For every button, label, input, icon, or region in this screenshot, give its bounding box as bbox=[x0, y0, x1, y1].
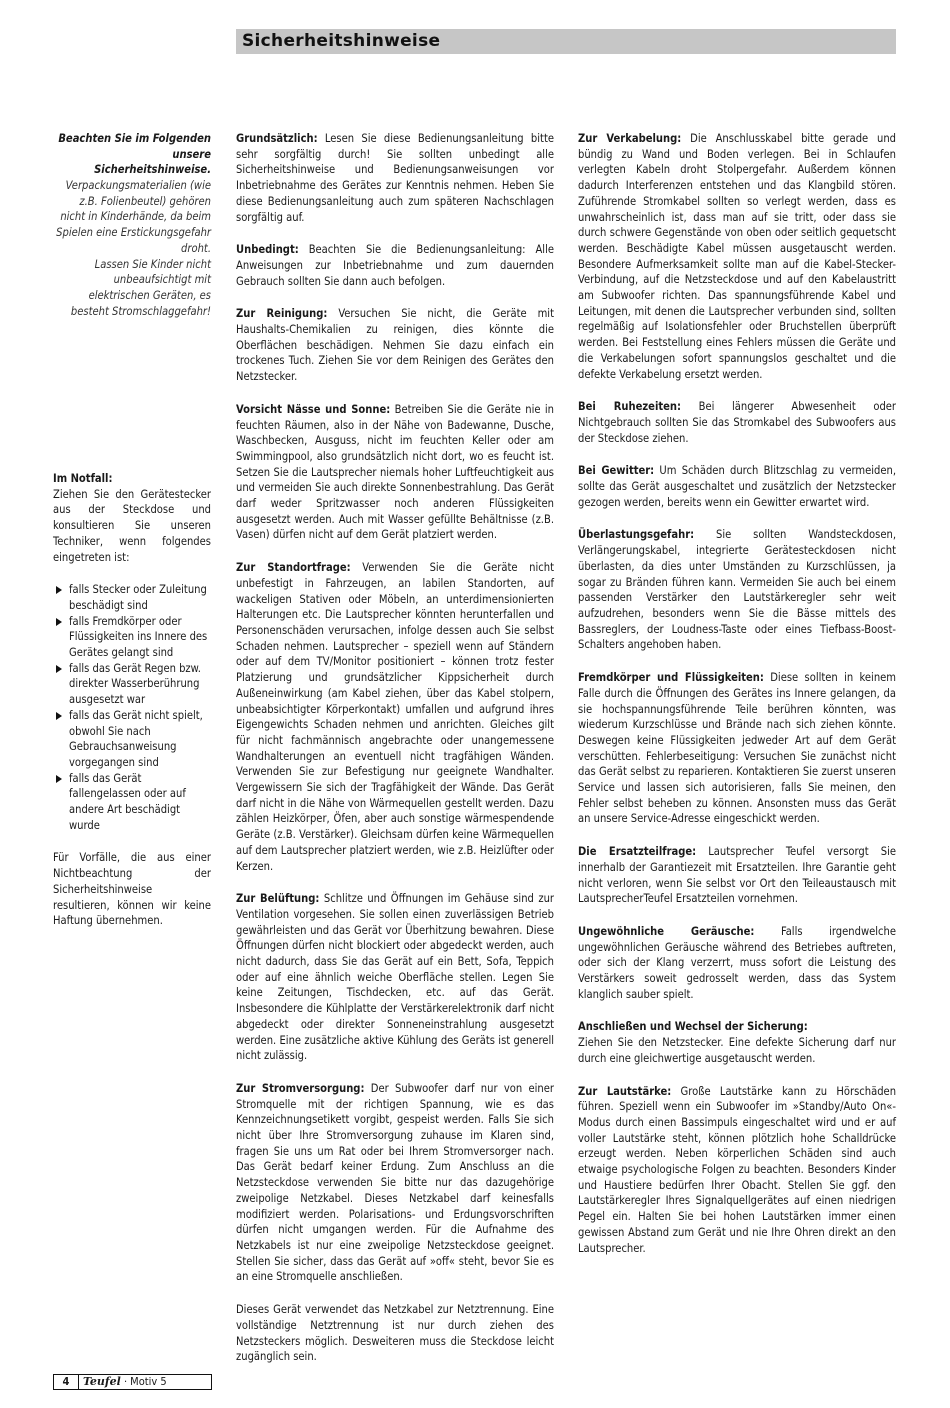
section-title: Zur Reinigung: bbox=[236, 307, 328, 321]
section-fremdkoerper bbox=[578, 670, 896, 827]
section-ueberlastung bbox=[578, 527, 896, 653]
section-title: Zur Belüftung: bbox=[236, 892, 320, 906]
section-title: Bei Gewitter: bbox=[578, 464, 655, 478]
section-title: Überlastungsgefahr: bbox=[578, 528, 695, 542]
section-verkabelung bbox=[578, 131, 896, 382]
section-title: Zur Verkabelung: bbox=[578, 132, 682, 145]
section-gewitter bbox=[578, 463, 896, 510]
section-text: Schlitze und Öffnungen im Gehäuse sind zur Ventilation vorgesehen. Sie sollen einen zuverlässigen Betrieb gewährleisten und das Gerät vor Überhitzung bewahren. Diese Öffnungen dürfen nicht blockiert oder abgedeckt werden, auch nicht dadurch, dass Sie das Gerät auf ein Bett, Sofa, Teppich oder auf eine ähnlich weiche Oberfläche stellen. Legen Sie keine Zeitungen, Tischdecken, etc. auf das Gerät. Insbesondere die Kühlplatte der Verstärkerelektronik darf nicht abgedeckt oder direkter Sonneneinstrahlung ausgesetzt werden. Eine zusätzliche aktive Kühlung des Geräts ist generell nicht zulässig. bbox=[236, 892, 554, 1063]
list-item-text: falls Stecker oder Zuleitung beschädigt sind bbox=[69, 583, 207, 612]
section-lautstaerke bbox=[578, 1084, 896, 1257]
section-netztrennung bbox=[236, 1302, 554, 1365]
section-geraeusche bbox=[578, 924, 896, 1003]
list-item-text: falls das Gerät nicht spielt, obwohl Sie nach Gebrauchsanweisung vorgegangen sind bbox=[69, 708, 203, 769]
section-grundsaetzlich bbox=[236, 131, 554, 225]
list-item bbox=[53, 661, 211, 708]
emergency-title: Im Notfall: bbox=[53, 472, 113, 485]
section-standortfrage bbox=[236, 560, 554, 874]
triangle-bullet-icon bbox=[56, 665, 62, 673]
section-ersatzteile bbox=[578, 844, 896, 907]
sidebar-note-packaging: Verpackungsmaterialien (wie z.B. Folienbeutel) gehören nicht in Kinderhände, da beim Spielen eine Erstickungsgefahr droht. bbox=[56, 179, 211, 255]
list-item bbox=[53, 614, 211, 661]
list-item-text: falls das Gerät Regen bzw. direkter Wasserberührung ausgesetzt war bbox=[69, 661, 201, 707]
section-title: Zur Lautstärke: bbox=[578, 1084, 672, 1098]
list-item bbox=[53, 582, 211, 613]
section-unbedingt bbox=[236, 242, 554, 289]
emergency-box bbox=[53, 471, 211, 929]
section-ruhezeiten bbox=[578, 399, 896, 446]
section-belueftung bbox=[236, 891, 554, 1064]
triangle-bullet-icon bbox=[56, 586, 62, 594]
section-text: Betreiben Sie die Geräte nie in feuchten Räumen, also in der Nähe von Badewanne, Dusche, Waschbecken, Ausguss, nicht im feuchten Keller oder am Swimmingpool, also grundsätzlich nicht dort, wo es feucht ist. Setzen Sie die Lautsprecher niemals hoher Luftfeuchtigkeit aus und vermeiden Sie auch direkte Sonnenbestrahlung. Das Gerät darf weder Spritzwasser noch anderen Flüssigkeiten ausgesetzt werden. Auch mit Wasser gefüllte Behältnisse (z.B. Vasen) dürfen nicht auf dem Gerät platziert werden. bbox=[236, 402, 554, 542]
section-stromversorgung bbox=[236, 1081, 554, 1285]
section-title: Vorsicht Nässe und Sonne: bbox=[236, 402, 391, 416]
section-text: Falls irgendwelche ungewöhnlichen Geräusche während des Betriebes auftreten, oder sich der Klang verzerrt, muss sofort die Leistung des Verstärkers soweit gedrosselt werden, dass das System klanglich sauber spielt. bbox=[578, 924, 896, 1001]
column-middle bbox=[236, 131, 554, 1382]
sidebar-note-children: Lassen Sie Kinder nicht unbeaufsichtigt mit elektrischen Geräten, es besteht Stromschlaggefahr! bbox=[70, 257, 211, 318]
list-item-text: falls Fremdkörper oder Flüssigkeiten ins Innere des Gerätes gelangt sind bbox=[69, 614, 208, 660]
section-title: Zur Stromversorgung: bbox=[236, 1081, 365, 1095]
triangle-bullet-icon bbox=[56, 618, 62, 626]
section-title: Ungewöhnliche Geräusche: bbox=[578, 924, 755, 938]
section-text: Große Lautstärke kann zu Hörschäden führen. Speziell wenn ein Subwoofer im »Standby/Auto On«-Modus durch einen Bassimpuls eingeschaltet wird und er auf voller Lautstärke steht, können plötzlich hohe Schalldrücke erzeugt werden. Neben körperlichen Schäden sind auch etwaige psychologische Folgen zu beachten. Besonders Kinder und Haustiere bedürfen Ihrer Obacht. Stellen Sie ggf. den Lautstärkeregler Ihres Signalquellgerätes auf einen niedrigen Pegel ein. Halten Sie bei hohen Lautstärken immer einen gewissen Abstand zum Gerät und nie Ihre Ohren direkt an den Lautsprecher. bbox=[578, 1084, 897, 1255]
section-sicherung bbox=[578, 1019, 896, 1066]
list-item bbox=[53, 708, 211, 771]
section-title: Zur Standortfrage: bbox=[236, 561, 351, 575]
emergency-intro: Ziehen Sie den Gerätestecker aus der Steckdose und konsultieren Sie unseren Techniker, wenn folgendes eingetreten ist: bbox=[53, 487, 211, 564]
section-text: Bei längerer Abwesenheit oder Nichtgebrauch sollten Sie das Stromkabel des Subwoofers aus der Steckdose ziehen. bbox=[578, 400, 897, 445]
title-bar bbox=[236, 29, 896, 54]
section-title: Die Ersatzteilfrage: bbox=[578, 845, 697, 859]
list-item-text: falls das Gerät fallengelassen oder auf andere Art beschädigt wurde bbox=[69, 771, 186, 832]
section-title: Bei Ruhezeiten: bbox=[578, 400, 682, 414]
section-text: Diese sollten in keinem Falle durch die Öffnungen des Gerätes ins Innere gelangen, da sie hochspannungsführende Teile berühren könnten, was wiederum Kurzschlüsse und Brände nach sich ziehen könnte. Deswegen keine Flüssigkeiten jedweder Art auf dem Gerät verschütten. Fehlerbeseitigung: Versuchen Sie zunächst nicht das Gerät selbst zu reparieren. Kontaktieren Sie zuerst unseren Service und lassen sich autorisieren, falls Sie meinen, den Fehler selbst beheben zu können. Ansonsten muss das Gerät an unsere Service-Adresse eingeschickt werden. bbox=[578, 671, 897, 826]
section-text: Beachten Sie die Bedienungsanleitung: Alle Anweisungen zur Inbetriebnahme und zum dauernden Gebrauch sollten Sie dann auch befolgen. bbox=[236, 243, 554, 288]
footer-separator: · bbox=[124, 1375, 128, 1388]
section-title: Fremdkörper und Flüssigkeiten: bbox=[578, 671, 764, 685]
section-title: Grundsätzlich: bbox=[236, 132, 318, 145]
section-text: Die Anschlusskabel bitte gerade und bündig zu Wand und Boden verlegen. Bei in Schlaufen verlegten Kabeln droht Stolpergefahr. Außerdem können dadurch Interferenzen entstehen und das Klangbild stören. Zuführende Stromkabel sollten so verlegt werden, dass es unwahrscheinlich ist, dass man auf sie tritt, oder dass sie durch schwere Gegenstände von oben oder seitlich gequetscht werden. Beschädigte Kabel müssen ausgetauscht werden. Besondere Aufmerksamkeit sollte man auf die Kabel-Stecker-Verbindung, auf die Netzsteckdose und auf den Kabelaustritt am Subwoofer richten. Das spannungsführende Kabel und Leitungen, mit denen die Lautsprecher verbunden sind, sollten regelmäßig auf Isolationsfehler oder Bruchstellen überprüft werden. Bei Feststellung eines Fehlers müssen die Geräte und die Verkabelungen sofort spannungslos geschaltet und die defekte Verkabelung ersetzt werden. bbox=[578, 132, 897, 381]
triangle-bullet-icon bbox=[56, 775, 62, 783]
page-number: 4 bbox=[54, 1375, 79, 1389]
emergency-liability-note: Für Vorfälle, die aus einer Nichtbeachtung der Sicherheitshinweise resultieren, können wir keine Haftung übernehmen. bbox=[53, 851, 211, 928]
section-text: Verwenden Sie die Geräte nicht unbefestigt in Fahrzeugen, an labilen Standorten, auf wackeligen Stativen oder Möbeln, an unterdimensionierten Halterungen etc. Die Lautsprecher könnten herunterfallen und Personenschäden verursachen, infolge dessen auch Sie selbst Schaden nehmen. Lautsprecher – speziell wenn auf Ständern oder auf dem TV/Monitor positioniert – können trotz fester Platzierung und grundsätzlicher Kippsicherheit durch Außeneinwirkung (am Kabel ziehen, über das Kabel stolpern, unbeabsichtigter Körperkontakt) umfallen und aufgrund ihres Eigengewichts Schaden nehmen und anrichten. Gleiches gilt für nicht fachmännisch angebrachte oder unangemessene Wandhalterungen an eventuell nicht tragfähigen Wänden. Verwenden Sie zur Befestigung nur geeignete Wandhalter. Vergewissern Sie sich der Tragfähigkeit der Wände. Das Gerät darf nicht in die Nähe von Wärmequellen gestellt werden. Dazu zählen Heizkörper, Öfen, aber auch sonstige wärmespendende Geräte (z.B. Verstärker). Gleichsam dürfen keine Wärmequellen auf dem Lautsprecher platziert werden, wie z.B. Heizlüfter oder Kerzen. bbox=[236, 561, 554, 873]
model-name: Motiv 5 bbox=[130, 1375, 167, 1388]
column-right bbox=[578, 131, 896, 1273]
section-title: Unbedingt: bbox=[236, 243, 299, 257]
section-title: Anschließen und Wechsel der Sicherung: bbox=[578, 1020, 808, 1034]
brand-logo: Teufel bbox=[83, 1375, 121, 1388]
section-text: Um Schäden durch Blitzschlag zu vermeiden, sollte das Gerät ausgeschaltet und zusätzlich der Netzstecker gezogen werden, bereits wenn ein Gewitter erwartet wird. bbox=[578, 464, 896, 509]
page-footer bbox=[53, 1374, 212, 1390]
sidebar-heading: Beachten Sie im Folgenden unsere Sicherheitshinweise. bbox=[58, 132, 211, 177]
list-item bbox=[53, 771, 211, 834]
section-text: Dieses Gerät verwendet das Netzkabel zur Netztrennung. Eine vollständige Netztrennung ist nur durch ziehen des Netzsteckers möglich. Desweiteren muss die Steckdose leicht zugänglich sein. bbox=[236, 1303, 554, 1364]
triangle-bullet-icon bbox=[56, 712, 62, 720]
page-title: Sicherheitshinweise bbox=[242, 31, 441, 51]
section-text: Lautsprecher Teufel versorgt Sie innerhalb der Garantiezeit mit Ersatzteilen. Ihre Garantie geht nicht verloren, wenn Sie selbst vor Ort den Teileaustausch mit LautsprecherTeufel Ersatzteilen vornehmen. bbox=[578, 845, 896, 906]
section-text: Ziehen Sie den Netzstecker. Eine defekte Sicherung darf nur durch eine gleichwertige ausgetauscht werden. bbox=[578, 1036, 896, 1065]
section-text: Versuchen Sie nicht, die Geräte mit Haushalts-Chemikalien zu reinigen, dies könnte die Oberflächen beschädigen. Nehmen Sie dazu einfach ein trockenes Tuch. Ziehen Sie vor dem Reinigen des Gerätes den Netzstecker. bbox=[236, 307, 554, 384]
section-naesse-sonne bbox=[236, 402, 554, 543]
section-text: Sie sollten Wandsteckdosen, Verlängerungskabel, integrierte Gerätesteckdosen nicht überlasten, da dies unter Umständen zu Kurzschlüssen, ja sogar zu Bränden führen kann. Vermeiden Sie auch bei einem passenden Verstärker den Lautstärkeregler sehr weit aufzudrehen, besonders wenn Sie die Bässe mittels des Bassreglers, der Loudness-Taste oder eines Tiefbass-Boost-Schalters angehoben haben. bbox=[578, 528, 896, 652]
section-text: Lesen Sie diese Bedienungsanleitung bitte sehr sorgfältig durch! Sie sollten unbedingt alle Sicherheitshinweise und Bedienungsanweisungen vor Inbetriebnahme des Gerätes zur Kenntnis nehmen. Heben Sie diese Bedienungsanleitung auch zum späteren Nachschlagen sorgfältig auf. bbox=[236, 132, 555, 224]
emergency-list bbox=[53, 582, 211, 833]
section-reinigung bbox=[236, 306, 554, 385]
section-text: Der Subwoofer darf nur von einer Stromquelle mit der richtigen Spannung, wie es das Kennzeichnungsetikett vorgibt, gespeist werden. Falls Sie sich nicht über Ihre Stromversorgung zuhause im Klaren sind, fragen Sie uns um Rat oder bei Ihrem Stromversorger nach. Das Gerät bedarf keiner Erdung. Zum Anschluss an die Netzsteckdose verwenden Sie bitte nur das dazugehörige zweipolige Netzkabel. Dieses Netzkabel darf keinesfalls modifiziert werden. Polarisations- und Erdungsvorschriften dürfen nicht umgangen werden. Für die Aufnahme des Netzkabels ist nur eine zweipolige Netzsteckdose geeignet. Stellen Sie sicher, dass das Gerät auf »off« steht, bevor Sie es an eine Stromquelle anschließen. bbox=[236, 1081, 555, 1284]
sidebar-note bbox=[53, 178, 211, 319]
